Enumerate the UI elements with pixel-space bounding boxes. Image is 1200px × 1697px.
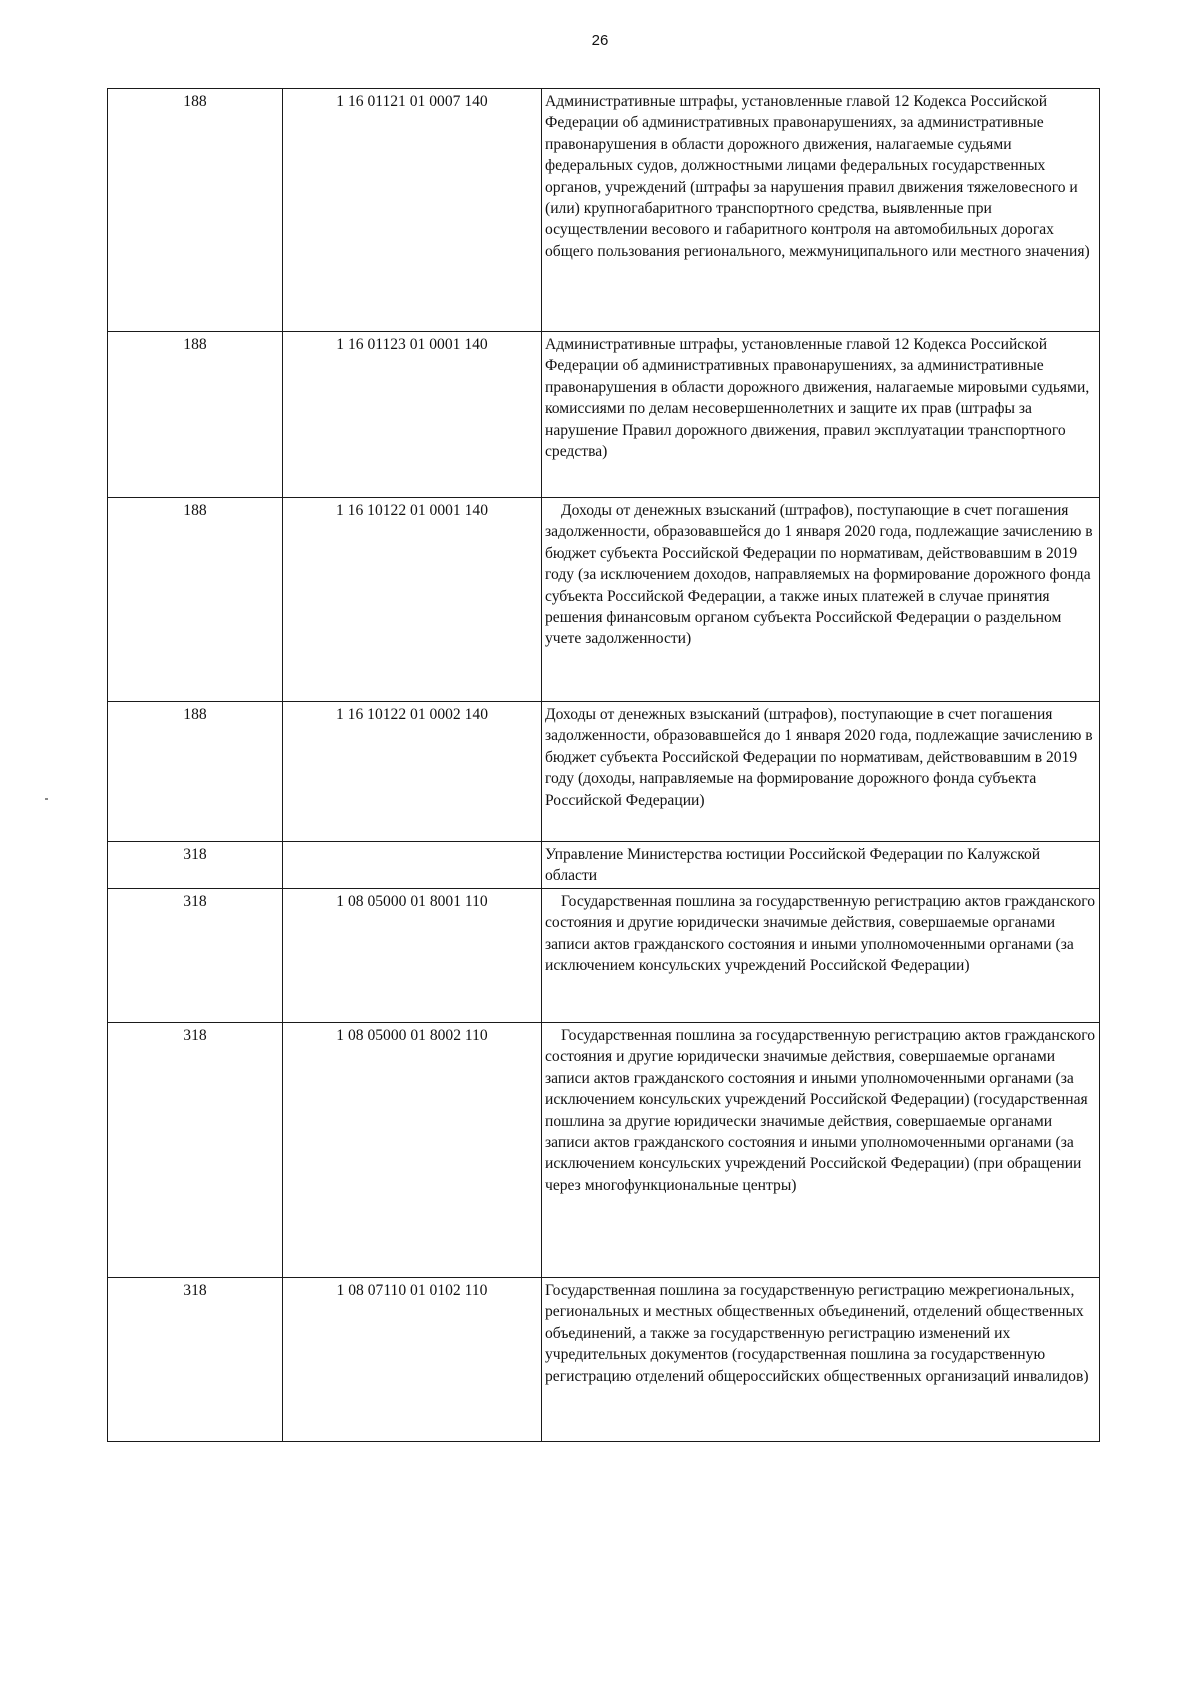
kbk-code-cell: 1 08 07110 01 0102 110 [283, 1278, 542, 1442]
admin-code-cell: 188 [108, 702, 283, 842]
kbk-code-cell: 1 16 01121 01 0007 140 [283, 89, 542, 332]
kbk-code-cell: 1 08 05000 01 8001 110 [283, 889, 542, 1023]
revenue-name-cell: Административные штрафы, установленные главой 12 Кодекса Российской Федерации об административных правонарушениях, за административные правонарушения в области дорожного движения, налагаемые мировыми судьями, комиссиями по делам несовершеннолетних и защите их прав (штрафы за нарушение Правил дорожного движения, правил эксплуатации транспортного средства) [542, 332, 1100, 498]
admin-code-cell: 318 [108, 889, 283, 1023]
table-row [108, 1278, 1100, 1442]
admin-code-cell: 188 [108, 498, 283, 702]
table-row [108, 1023, 1100, 1278]
table-row [108, 702, 1100, 842]
kbk-code-cell: 1 08 05000 01 8002 110 [283, 1023, 542, 1278]
table-row [108, 842, 1100, 889]
table-row [108, 89, 1100, 332]
admin-code-cell: 188 [108, 89, 283, 332]
revenue-name-cell: Государственная пошлина за государственную регистрацию межрегиональных, региональных и местных общественных объединений, отделений общественных объединений, а также за государственную регистрацию изменений их учредительных документов (государственная пошлина за государственную регистрацию отделений общероссийских общественных организаций инвалидов) [542, 1278, 1100, 1442]
admin-code-cell: 318 [108, 1278, 283, 1442]
revenue-name-cell: Государственная пошлина за государственную регистрацию актов гражданского состояния и другие юридически значимые действия, совершаемые органами записи актов гражданского состояния и иными уполномоченными органами (за исключением консульских учреждений Российской Федерации) (государственная пошлина за другие юридически значимые действия, совершаемые органами записи актов гражданского состояния и иными уполномоченными органами (за исключением консульских учреждений Российской Федерации) (при обращении через многофункциональные центры) [542, 1023, 1100, 1278]
revenue-name-cell: Административные штрафы, установленные главой 12 Кодекса Российской Федерации об административных правонарушениях, за административные правонарушения в области дорожного движения, налагаемые судьями федеральных судов, должностными лицами федеральных государственных органов, учреждений (штрафы за нарушения правил движения тяжеловесного и (или) крупногабаритного транспортного средства, выявленные при осуществлении весового и габаритного контроля на автомобильных дорогах общего пользования регионального, межмуниципального или местного значения) [542, 89, 1100, 332]
revenue-name-cell: Доходы от денежных взысканий (штрафов), поступающие в счет погашения задолженности, образовавшейся до 1 января 2020 года, подлежащие зачислению в бюджет субъекта Российской Федерации по нормативам, действовавшим в 2019 году (доходы, направляемые на формирование дорожного фонда субъекта Российской Федерации) [542, 702, 1100, 842]
revenue-name-cell: Доходы от денежных взысканий (штрафов), поступающие в счет погашения задолженности, образовавшейся до 1 января 2020 года, подлежащие зачислению в бюджет субъекта Российской Федерации по нормативам, действовавшим в 2019 году (за исключением доходов, направляемых на формирование дорожного фонда субъекта Российской Федерации, а также иных платежей в случае принятия решения финансовым органом субъекта Российской Федерации о раздельном учете задолженности) [542, 498, 1100, 702]
table-row [108, 332, 1100, 498]
scan-speck [45, 798, 48, 800]
page-number: 26 [591, 32, 609, 49]
administrator-name-cell: Управление Министерства юстиции Российской Федерации по Калужской области [542, 842, 1100, 889]
revenue-name-cell: Государственная пошлина за государственную регистрацию актов гражданского состояния и другие юридически значимые действия, совершаемые органами записи актов гражданского состояния и иными уполномоченными органами (за исключением консульских учреждений Российской Федерации) [542, 889, 1100, 1023]
kbk-code-cell [283, 842, 542, 889]
table-row [108, 498, 1100, 702]
admin-code-cell: 318 [108, 1023, 283, 1278]
kbk-code-cell: 1 16 10122 01 0002 140 [283, 702, 542, 842]
table-row [108, 889, 1100, 1023]
kbk-code-cell: 1 16 10122 01 0001 140 [283, 498, 542, 702]
admin-code-cell: 318 [108, 842, 283, 889]
kbk-code-cell: 1 16 01123 01 0001 140 [283, 332, 542, 498]
budget-code-table [107, 88, 1100, 1442]
admin-code-cell: 188 [108, 332, 283, 498]
